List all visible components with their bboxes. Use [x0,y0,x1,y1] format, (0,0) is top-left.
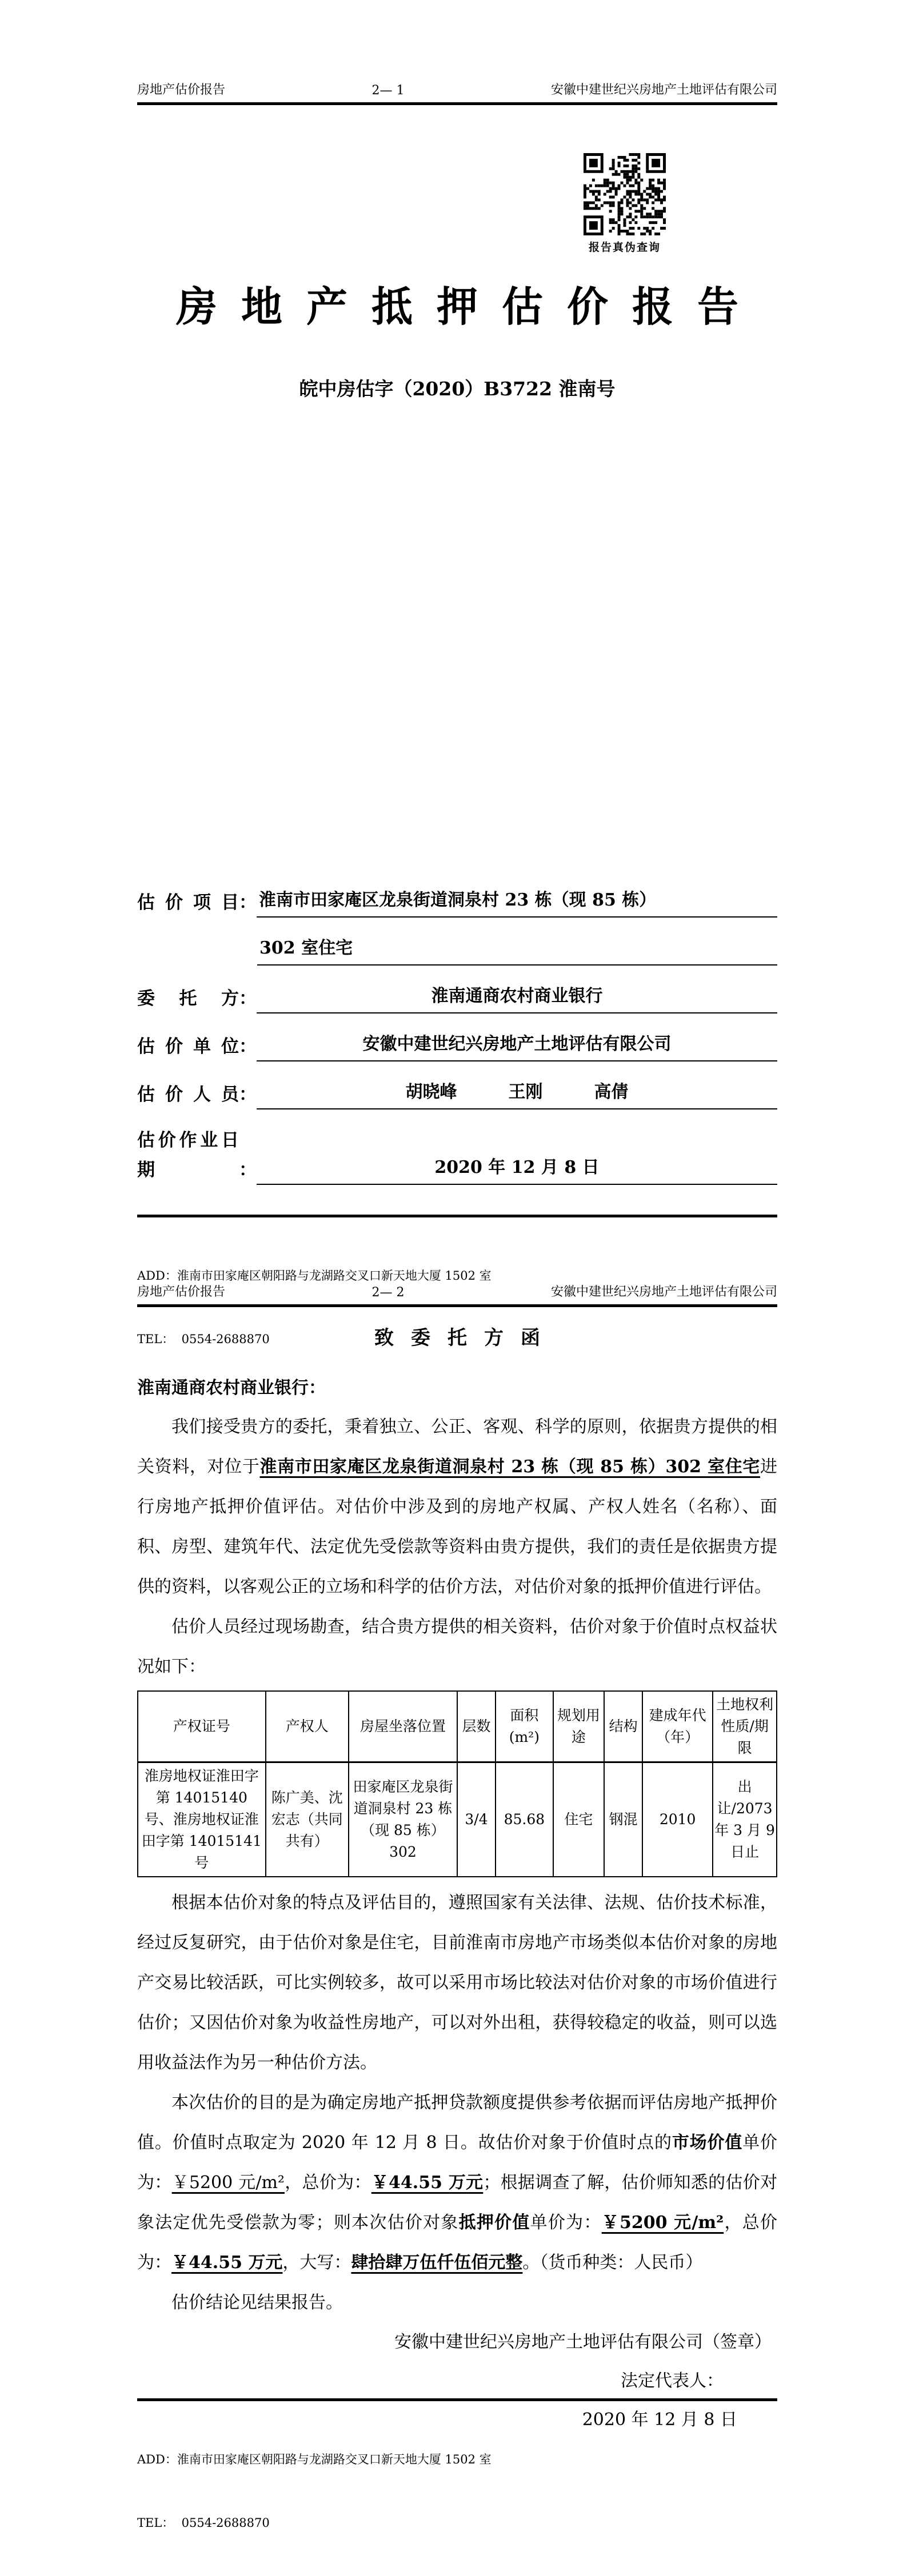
field-work-date-value: 2020 年 12 月 8 日 [257,1153,777,1185]
field-agency-label: 估价单位 [137,1036,239,1057]
page-footer [137,2398,777,2576]
field-appraisers-label: 估价人员 [137,1084,239,1105]
field-appraisal-agency [137,1029,777,1061]
field-agency-value: 安徽中建世纪兴房地产土地评估有限公司 [257,1029,777,1061]
qr-block [582,153,668,254]
footer-telephone: TEL： 0554-2688870 [137,1332,270,1346]
field-colon: ： [239,1084,257,1105]
cell-location: 田家庵区龙泉街道洞泉村 23 栋（现 85 栋）302 [349,1762,457,1877]
field-appraisers [137,1077,777,1109]
footer-address: ADD：淮南市田家庵区朝阳路与龙湖路交叉口新天地大厦 1502 室 [137,2453,492,2466]
field-appraisers-value: 胡晓峰 王刚 高倩 [257,1077,777,1109]
running-header [137,0,777,105]
col-structure: 结构 [604,1691,642,1762]
cell-owner: 陈广美、沈宏志（共同共有） [266,1762,349,1877]
cell-year-built: 2010 [642,1762,713,1877]
col-planned-use: 规划用途 [553,1691,604,1762]
header-report-type: 房地产估价报告 [137,1285,226,1299]
field-client-value: 淮南通商农村商业银行 [257,981,777,1013]
header-company-name: 安徽中建世纪兴房地产土地评估有限公司 [550,1285,777,1299]
cover-fields [137,886,777,1185]
letter-page [0,1275,907,2532]
col-certificate-no: 产权证号 [138,1691,266,1762]
field-project-line2 [257,934,777,966]
field-client-label: 委托方 [137,988,239,1009]
field-colon: ： [239,1160,257,1180]
header-page-number: 2— 2 [371,1285,405,1300]
letter-salutation: 淮南通商农村商业银行： [137,1378,326,1398]
footer-address: ADD：淮南市田家庵区朝阳路与龙湖路交叉口新天地大厦 1502 室 [137,1269,492,1283]
table-header-row [138,1691,777,1762]
paragraph-valuation-result: 本次估价的目的是为确定房地产抵押贷款额度提供参考依据而评估房地产抵押价值。价值时点取定为 2020 年 12 月 8 日。故估价对象于价值时点的市场价值单价为：￥5200 元/m²，总价为：￥44.55 万元；根据调查了解，估价师知悉的估价对象法定优先受偿款为零；则本次估价对象抵押价值单价为：￥5200 元/m²，总价为：￥44.55 万元，大写：肆拾肆万伍仟伍佰元整。（货币种类：人民币） [137,2093,778,2273]
field-work-date [137,1125,777,1185]
report-doc-number: 皖中房估字（2020）B3722 淮南号 [299,378,616,400]
header-page-number: 2— 1 [371,83,405,98]
paragraph-conclusion-note: 估价结论见结果报告。 [171,2293,343,2313]
field-client [137,981,777,1013]
field-project-label: 估价项目 [137,892,239,913]
field-project-value: 淮南市田家庵区龙泉街道洞泉村 23 栋（现 85 栋） [257,886,777,918]
qr-caption: 报告真伪查询 [588,241,661,254]
paragraph-inspection: 估价人员经过现场勘查，结合贵方提供的相关资料，估价对象于价值时点权益状况如下： [137,1617,777,1677]
field-colon: ： [239,988,257,1009]
col-year-built: 建成年代（年） [642,1691,713,1762]
col-land-rights: 土地权利性质/期限 [713,1691,777,1762]
report-title: 房地产抵押估价报告 [175,282,762,331]
footer-telephone: TEL： 0554-2688870 [137,2516,270,2530]
field-project [137,886,777,918]
col-owner: 产权人 [266,1691,349,1762]
paragraph-engagement: 我们接受贵方的委托，秉着独立、公正、客观、科学的原则，依据贵方提供的相关资料，对位于淮南市田家庵区龙泉街道洞泉村 23 栋（现 85 栋）302 室住宅进行房地产抵押价值评估。对估价中涉及到的房地产权属、产权人姓名（名称）、面积、房型、建筑年代、法定优先受偿款等资料由贵方提供，我们的责任是依据贵方提供的资料，以客观公正的立场和科学的估价方法，对估价对象的抵押价值进行评估。 [137,1417,778,1597]
field-project-value2: 302 室住宅 [257,934,777,966]
qr-code [584,153,666,235]
col-area: 面积(m²) [496,1691,553,1762]
cell-land-rights: 出让/2073 年 3 月 9 日止 [713,1762,777,1877]
field-colon: ： [239,1036,257,1057]
table-row [138,1762,777,1877]
signature-company: 安徽中建世纪兴房地产土地评估有限公司（签章） [394,2332,772,2352]
field-colon: ： [239,892,257,913]
signature-legal-representative: 法定代表人： [621,2371,724,2391]
property-rights-table [137,1690,777,1877]
col-location: 房屋坐落位置 [349,1691,457,1762]
signature-date: 2020 年 12 月 8 日 [582,2410,737,2430]
header-company-name: 安徽中建世纪兴房地产土地评估有限公司 [550,83,777,97]
paragraph-methodology: 根据本估价对象的特点及评估目的，遵照国家有关法律、法规、估价技术标准，经过反复研究，由于估价对象是住宅，目前淮南市房地产市场类似本估价对象的房地产交易比较活跃，可比实例较多，故可以采用市场比较法对估价对象的市场价值进行估价；又因估价对象为收益性房地产，可以对外出租，获得较稳定的收益，则可以选用收益法作为另一种估价方法。 [137,1893,777,2073]
cell-structure: 钢混 [604,1762,642,1877]
running-header [137,1275,777,1307]
cell-certificate-no: 淮房地权证淮田字第 14015140 号、淮房地权证淮田字第 14015141 号 [138,1762,266,1877]
letter-title: 致委托方函 [374,1327,557,1349]
field-work-date-label: 估价作业日期 [137,1130,239,1180]
cell-planned-use: 住宅 [553,1762,604,1877]
cell-floor: 3/4 [457,1762,496,1877]
header-report-type: 房地产估价报告 [137,83,226,97]
col-floor: 层数 [457,1691,496,1762]
cell-area: 85.68 [496,1762,553,1877]
